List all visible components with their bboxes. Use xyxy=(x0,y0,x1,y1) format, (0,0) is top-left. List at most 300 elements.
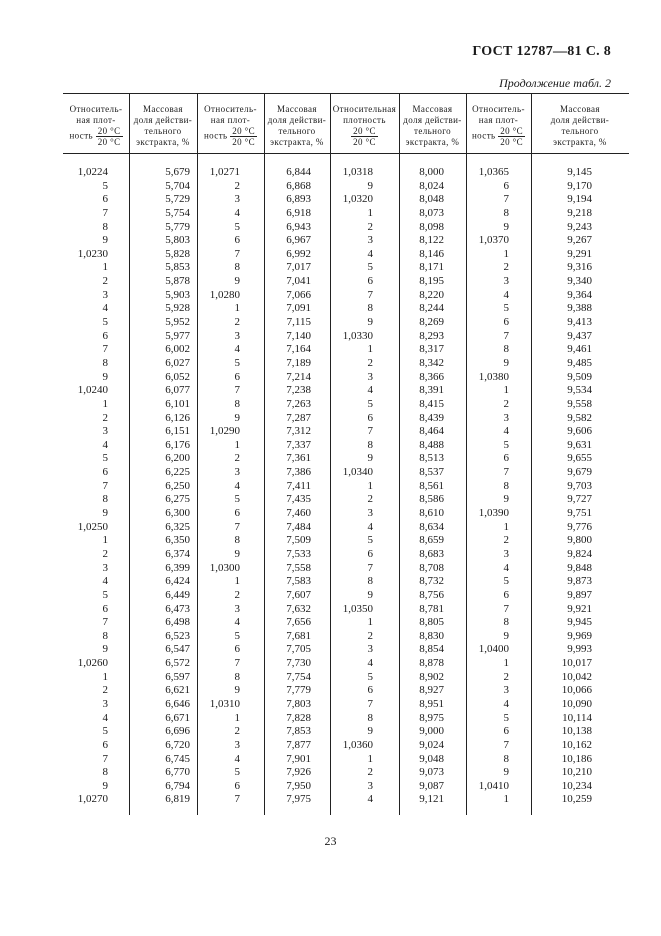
extract-cell: 10,017 xyxy=(561,657,592,670)
density-cell: 5 xyxy=(102,179,108,192)
density-column xyxy=(466,166,509,807)
extract-cell: 5,704 xyxy=(165,179,190,192)
density-cell: 4 xyxy=(367,793,373,806)
density-cell: 1,0310 xyxy=(209,697,240,710)
density-cell: 9 xyxy=(102,643,108,656)
extract-cell: 9,437 xyxy=(567,329,592,342)
density-column xyxy=(197,166,240,807)
extract-cell: 7,066 xyxy=(286,288,311,301)
density-cell: 3 xyxy=(367,779,373,792)
density-cell: 1,0300 xyxy=(209,561,240,574)
density-cell: 4 xyxy=(102,302,108,315)
density-cell: 1 xyxy=(234,438,240,451)
extract-cell: 6,992 xyxy=(286,247,311,260)
extract-cell: 9,218 xyxy=(567,206,592,219)
density-cell: 3 xyxy=(367,234,373,247)
density-cell: 1 xyxy=(367,343,373,356)
density-cell: 8 xyxy=(503,343,509,356)
extract-cell: 6,893 xyxy=(286,193,311,206)
extract-cell: 9,145 xyxy=(567,166,592,178)
extract-cell: 7,287 xyxy=(286,411,311,424)
density-column xyxy=(330,166,373,807)
extract-cell: 7,041 xyxy=(286,275,311,288)
extract-column xyxy=(264,166,311,807)
density-cell: 8 xyxy=(102,493,108,506)
density-cell: 5 xyxy=(503,711,509,724)
density-cell: 3 xyxy=(102,697,108,710)
density-cell: 1,0360 xyxy=(342,738,373,751)
extract-cell: 7,901 xyxy=(286,752,311,765)
density-cell: 4 xyxy=(234,206,240,219)
density-cell: 9 xyxy=(234,684,240,697)
extract-column-header: Массовая доля действи- тельного экстракта, % xyxy=(133,104,193,147)
density-cell: 5 xyxy=(102,452,108,465)
density-cell: 2 xyxy=(503,534,509,547)
extract-cell: 8,561 xyxy=(419,479,444,492)
extract-cell: 7,337 xyxy=(286,438,311,451)
extract-cell: 6,720 xyxy=(165,738,190,751)
density-cell: 4 xyxy=(503,425,509,438)
extract-cell: 7,238 xyxy=(286,384,311,397)
extract-cell: 7,386 xyxy=(286,466,311,479)
density-column-header: Относитель- ная плот- ность $\frac{20 ^\circ С}{20 ^\circ С}$ xyxy=(203,104,257,147)
density-cell: 9 xyxy=(234,275,240,288)
density-cell: 2 xyxy=(367,766,373,779)
extract-cell: 9,267 xyxy=(567,234,592,247)
extract-cell: 10,234 xyxy=(561,779,592,792)
density-cell: 6 xyxy=(102,602,108,615)
density-cell: 9 xyxy=(367,588,373,601)
extract-cell: 8,000 xyxy=(419,166,444,178)
extract-cell: 7,853 xyxy=(286,725,311,738)
density-cell: 8 xyxy=(503,206,509,219)
extract-cell: 9,340 xyxy=(567,275,592,288)
extract-cell: 10,066 xyxy=(561,684,592,697)
density-cell: 6 xyxy=(234,507,240,520)
density-cell: 9 xyxy=(503,493,509,506)
extract-cell: 8,171 xyxy=(419,261,444,274)
extract-cell: 6,052 xyxy=(165,370,190,383)
extract-cell: 9,121 xyxy=(419,793,444,806)
density-cell: 7 xyxy=(234,657,240,670)
extract-cell: 9,316 xyxy=(567,261,592,274)
density-cell: 9 xyxy=(503,356,509,369)
extract-cell: 6,671 xyxy=(165,711,190,724)
density-cell: 7 xyxy=(367,288,373,301)
extract-cell: 8,488 xyxy=(419,438,444,451)
density-cell: 1,0350 xyxy=(342,602,373,615)
density-cell: 1,0270 xyxy=(77,793,108,806)
extract-cell: 7,730 xyxy=(286,657,311,670)
extract-cell: 10,114 xyxy=(562,711,592,724)
density-cell: 1,0410 xyxy=(478,779,509,792)
extract-cell: 6,844 xyxy=(286,166,311,178)
extract-cell: 9,388 xyxy=(567,302,592,315)
density-cell: 1 xyxy=(367,752,373,765)
extract-column xyxy=(399,166,444,807)
density-cell: 9 xyxy=(503,629,509,642)
extract-cell: 6,621 xyxy=(165,684,190,697)
density-cell: 5 xyxy=(367,261,373,274)
extract-cell: 6,943 xyxy=(286,220,311,233)
density-cell: 7 xyxy=(503,329,509,342)
extract-cell: 9,087 xyxy=(419,779,444,792)
density-cell: 6 xyxy=(503,316,509,329)
density-cell: 2 xyxy=(234,179,240,192)
density-cell: 2 xyxy=(102,547,108,560)
density-cell: 5 xyxy=(234,766,240,779)
density-cell: 5 xyxy=(234,356,240,369)
extract-cell: 7,656 xyxy=(286,616,311,629)
extract-cell: 6,374 xyxy=(165,547,190,560)
density-cell: 9 xyxy=(102,507,108,520)
extract-cell: 7,632 xyxy=(286,602,311,615)
extract-cell: 5,952 xyxy=(165,316,190,329)
density-cell: 6 xyxy=(234,779,240,792)
density-column-header: Относительная плотность $\frac{20 ^\circ С}{20 ^\circ С}$ xyxy=(332,104,397,147)
density-cell: 1 xyxy=(503,520,509,533)
extract-cell: 6,967 xyxy=(286,234,311,247)
extract-cell: 6,325 xyxy=(165,520,190,533)
extract-cell: 6,250 xyxy=(165,479,190,492)
density-cell: 1,0365 xyxy=(478,166,509,178)
extract-cell: 7,312 xyxy=(286,425,311,438)
extract-cell: 6,819 xyxy=(165,793,190,806)
extract-column xyxy=(531,166,592,807)
page-header: ГОСТ 12787—81 С. 8 xyxy=(472,44,611,59)
extract-cell: 8,975 xyxy=(419,711,444,724)
extract-cell: 7,705 xyxy=(286,643,311,656)
density-cell: 8 xyxy=(102,629,108,642)
density-cell: 8 xyxy=(367,711,373,724)
density-cell: 1,0230 xyxy=(77,247,108,260)
extract-cell: 6,002 xyxy=(165,343,190,356)
density-cell: 7 xyxy=(367,425,373,438)
density-cell: 8 xyxy=(503,752,509,765)
density-cell: 9 xyxy=(102,370,108,383)
extract-cell: 8,732 xyxy=(419,575,444,588)
density-cell: 1 xyxy=(234,575,240,588)
density-cell: 3 xyxy=(102,425,108,438)
density-cell: 8 xyxy=(503,479,509,492)
extract-cell: 10,090 xyxy=(561,697,592,710)
extract-cell: 8,293 xyxy=(419,329,444,342)
density-cell: 1 xyxy=(503,247,509,260)
density-cell: 2 xyxy=(102,411,108,424)
density-fraction: $\frac{20 ^\circ С}{20 ^\circ С}$ xyxy=(500,126,524,147)
density-cell: 3 xyxy=(367,643,373,656)
density-cell: 1,0224 xyxy=(77,166,108,178)
extract-cell: 8,659 xyxy=(419,534,444,547)
density-cell: 7 xyxy=(234,520,240,533)
density-cell: 5 xyxy=(503,575,509,588)
density-cell: 7 xyxy=(234,793,240,806)
table-top-rule xyxy=(63,93,629,94)
extract-cell: 8,122 xyxy=(419,234,444,247)
density-cell: 9 xyxy=(102,779,108,792)
density-cell: 2 xyxy=(367,220,373,233)
extract-cell: 8,317 xyxy=(419,343,444,356)
density-cell: 4 xyxy=(102,575,108,588)
extract-cell: 9,461 xyxy=(567,343,592,356)
extract-cell: 6,027 xyxy=(165,356,190,369)
density-cell: 1,0240 xyxy=(77,384,108,397)
density-cell: 3 xyxy=(367,370,373,383)
density-cell: 7 xyxy=(102,206,108,219)
extract-cell: 8,464 xyxy=(419,425,444,438)
extract-cell: 6,547 xyxy=(165,643,190,656)
table-header-rule xyxy=(63,153,629,154)
extract-cell: 6,077 xyxy=(165,384,190,397)
extract-column-header: Массовая доля действи- тельного экстракта, % xyxy=(403,104,462,147)
density-cell: 1 xyxy=(234,302,240,315)
extract-cell: 7,681 xyxy=(286,629,311,642)
extract-cell: 8,220 xyxy=(419,288,444,301)
extract-cell: 9,485 xyxy=(567,356,592,369)
density-cell: 3 xyxy=(234,329,240,342)
extract-cell: 8,805 xyxy=(419,616,444,629)
extract-cell: 9,048 xyxy=(419,752,444,765)
density-cell: 8 xyxy=(102,220,108,233)
extract-cell: 10,259 xyxy=(561,793,592,806)
density-cell: 8 xyxy=(367,438,373,451)
extract-cell: 6,794 xyxy=(165,779,190,792)
extract-cell: 8,391 xyxy=(419,384,444,397)
density-column-header: Относитель- ная плот- ность $\frac{20 ^\circ С}{20 ^\circ С}$ xyxy=(471,104,525,147)
density-cell: 7 xyxy=(503,466,509,479)
density-cell: 4 xyxy=(234,479,240,492)
density-cell: 6 xyxy=(503,452,509,465)
density-cell: 3 xyxy=(234,602,240,615)
density-cell: 6 xyxy=(102,738,108,751)
extract-cell: 8,537 xyxy=(419,466,444,479)
density-cell: 1 xyxy=(102,261,108,274)
extract-cell: 10,162 xyxy=(561,738,592,751)
extract-cell: 8,927 xyxy=(419,684,444,697)
extract-cell: 5,977 xyxy=(165,329,190,342)
density-cell: 2 xyxy=(102,684,108,697)
extract-cell: 7,779 xyxy=(286,684,311,697)
extract-cell: 8,610 xyxy=(419,507,444,520)
extract-cell: 7,828 xyxy=(286,711,311,724)
extract-cell: 8,683 xyxy=(419,547,444,560)
extract-cell: 9,800 xyxy=(567,534,592,547)
table-continuation-label: Продолжение табл. 2 xyxy=(499,76,611,90)
extract-cell: 8,830 xyxy=(419,629,444,642)
extract-cell: 10,186 xyxy=(561,752,592,765)
density-cell: 8 xyxy=(102,766,108,779)
density-cell: 5 xyxy=(367,397,373,410)
extract-cell: 7,926 xyxy=(286,766,311,779)
density-cell: 2 xyxy=(102,275,108,288)
extract-cell: 7,164 xyxy=(286,343,311,356)
density-cell: 6 xyxy=(367,547,373,560)
extract-cell: 10,138 xyxy=(561,725,592,738)
density-cell: 8 xyxy=(503,616,509,629)
extract-cell: 7,558 xyxy=(286,561,311,574)
density-cell: 6 xyxy=(234,643,240,656)
density-cell: 4 xyxy=(102,438,108,451)
extract-cell: 8,146 xyxy=(419,247,444,260)
density-cell: 4 xyxy=(234,752,240,765)
extract-cell: 5,729 xyxy=(165,193,190,206)
extract-cell: 5,928 xyxy=(165,302,190,315)
extract-cell: 8,269 xyxy=(419,316,444,329)
density-cell: 8 xyxy=(234,261,240,274)
density-column-header: Относитель- ная плот- ность $\frac{20 ^\circ С}{20 ^\circ С}$ xyxy=(69,104,123,147)
extract-cell: 7,877 xyxy=(286,738,311,751)
extract-cell: 7,361 xyxy=(286,452,311,465)
extract-cell: 6,597 xyxy=(165,670,190,683)
density-cell: 7 xyxy=(367,561,373,574)
density-cell: 9 xyxy=(102,234,108,247)
density-cell: 6 xyxy=(503,725,509,738)
density-cell: 3 xyxy=(367,507,373,520)
extract-cell: 7,411 xyxy=(286,479,311,492)
extract-cell: 8,048 xyxy=(419,193,444,206)
extract-cell: 5,878 xyxy=(165,275,190,288)
extract-cell: 6,572 xyxy=(165,657,190,670)
extract-cell: 8,342 xyxy=(419,356,444,369)
density-cell: 4 xyxy=(234,616,240,629)
density-cell: 5 xyxy=(234,493,240,506)
density-cell: 4 xyxy=(367,520,373,533)
density-cell: 1,0260 xyxy=(77,657,108,670)
extract-cell: 7,533 xyxy=(286,547,311,560)
density-cell: 2 xyxy=(234,588,240,601)
extract-cell: 8,902 xyxy=(419,670,444,683)
density-cell: 1 xyxy=(102,670,108,683)
density-cell: 9 xyxy=(503,766,509,779)
extract-cell: 5,828 xyxy=(165,247,190,260)
extract-cell: 8,951 xyxy=(419,697,444,710)
extract-cell: 7,754 xyxy=(286,670,311,683)
extract-cell: 9,848 xyxy=(567,561,592,574)
extract-cell: 8,513 xyxy=(419,452,444,465)
density-cell: 2 xyxy=(503,261,509,274)
density-cell: 1 xyxy=(367,206,373,219)
density-cell: 1,0380 xyxy=(478,370,509,383)
density-cell: 2 xyxy=(503,670,509,683)
extract-cell: 6,399 xyxy=(165,561,190,574)
extract-cell: 8,366 xyxy=(419,370,444,383)
density-cell: 7 xyxy=(102,479,108,492)
extract-cell: 9,655 xyxy=(567,452,592,465)
density-cell: 4 xyxy=(234,343,240,356)
density-cell: 1,0320 xyxy=(342,193,373,206)
density-cell: 6 xyxy=(102,466,108,479)
extract-cell: 5,679 xyxy=(165,166,190,178)
extract-cell: 5,903 xyxy=(165,288,190,301)
extract-column xyxy=(129,166,190,807)
density-cell: 7 xyxy=(102,616,108,629)
density-cell: 9 xyxy=(367,452,373,465)
density-cell: 7 xyxy=(234,384,240,397)
density-cell: 4 xyxy=(367,247,373,260)
extract-cell: 5,803 xyxy=(165,234,190,247)
extract-cell: 9,993 xyxy=(567,643,592,656)
density-cell: 6 xyxy=(367,275,373,288)
density-cell: 1 xyxy=(367,616,373,629)
extract-cell: 8,854 xyxy=(419,643,444,656)
extract-cell: 8,878 xyxy=(419,657,444,670)
extract-cell: 9,558 xyxy=(567,397,592,410)
extract-cell: 9,873 xyxy=(567,575,592,588)
extract-cell: 6,646 xyxy=(165,697,190,710)
density-cell: 3 xyxy=(503,547,509,560)
extract-cell: 9,582 xyxy=(567,411,592,424)
extract-cell: 9,364 xyxy=(567,288,592,301)
extract-cell: 8,415 xyxy=(419,397,444,410)
density-cell: 6 xyxy=(102,329,108,342)
extract-cell: 7,189 xyxy=(286,356,311,369)
extract-cell: 6,126 xyxy=(165,411,190,424)
extract-cell: 6,918 xyxy=(286,206,311,219)
extract-cell: 9,824 xyxy=(567,547,592,560)
extract-cell: 7,509 xyxy=(286,534,311,547)
density-cell: 5 xyxy=(102,588,108,601)
extract-cell: 9,969 xyxy=(567,629,592,642)
extract-column-header: Массовая доля действи- тельного экстракта, % xyxy=(550,104,610,147)
density-column xyxy=(63,166,108,807)
extract-cell: 5,779 xyxy=(165,220,190,233)
extract-cell: 8,781 xyxy=(419,602,444,615)
density-cell: 1,0330 xyxy=(342,329,373,342)
density-cell: 3 xyxy=(234,466,240,479)
density-cell: 7 xyxy=(234,247,240,260)
extract-cell: 7,435 xyxy=(286,493,311,506)
density-cell: 5 xyxy=(234,220,240,233)
extract-cell: 9,194 xyxy=(567,193,592,206)
density-cell: 6 xyxy=(503,179,509,192)
extract-cell: 8,756 xyxy=(419,588,444,601)
density-cell: 1 xyxy=(102,397,108,410)
density-cell: 6 xyxy=(234,234,240,247)
density-cell: 2 xyxy=(234,452,240,465)
extract-cell: 9,534 xyxy=(567,384,592,397)
density-cell: 2 xyxy=(367,493,373,506)
density-cell: 7 xyxy=(367,697,373,710)
density-cell: 3 xyxy=(102,561,108,574)
density-cell: 5 xyxy=(234,629,240,642)
page-number: 23 xyxy=(324,834,337,848)
density-cell: 3 xyxy=(503,411,509,424)
extract-cell: 9,170 xyxy=(567,179,592,192)
density-cell: 8 xyxy=(367,302,373,315)
density-cell: 1 xyxy=(102,534,108,547)
extract-cell: 6,350 xyxy=(165,534,190,547)
density-cell: 1 xyxy=(234,711,240,724)
extract-cell: 9,679 xyxy=(567,466,592,479)
density-cell: 9 xyxy=(367,316,373,329)
density-cell: 7 xyxy=(102,343,108,356)
extract-cell: 7,803 xyxy=(286,697,311,710)
density-cell: 5 xyxy=(367,670,373,683)
density-cell: 1 xyxy=(503,657,509,670)
extract-cell: 6,449 xyxy=(165,588,190,601)
density-cell: 1,0280 xyxy=(209,288,240,301)
extract-cell: 8,586 xyxy=(419,493,444,506)
density-cell: 4 xyxy=(503,697,509,710)
extract-cell: 9,776 xyxy=(567,520,592,533)
density-cell: 5 xyxy=(102,316,108,329)
density-cell: 8 xyxy=(367,575,373,588)
density-fraction: $\frac{20 ^\circ С}{20 ^\circ С}$ xyxy=(97,126,121,147)
extract-cell: 5,853 xyxy=(165,261,190,274)
density-cell: 2 xyxy=(234,725,240,738)
extract-column-header: Массовая доля действи- тельного экстракта, % xyxy=(267,104,327,147)
density-cell: 7 xyxy=(503,738,509,751)
